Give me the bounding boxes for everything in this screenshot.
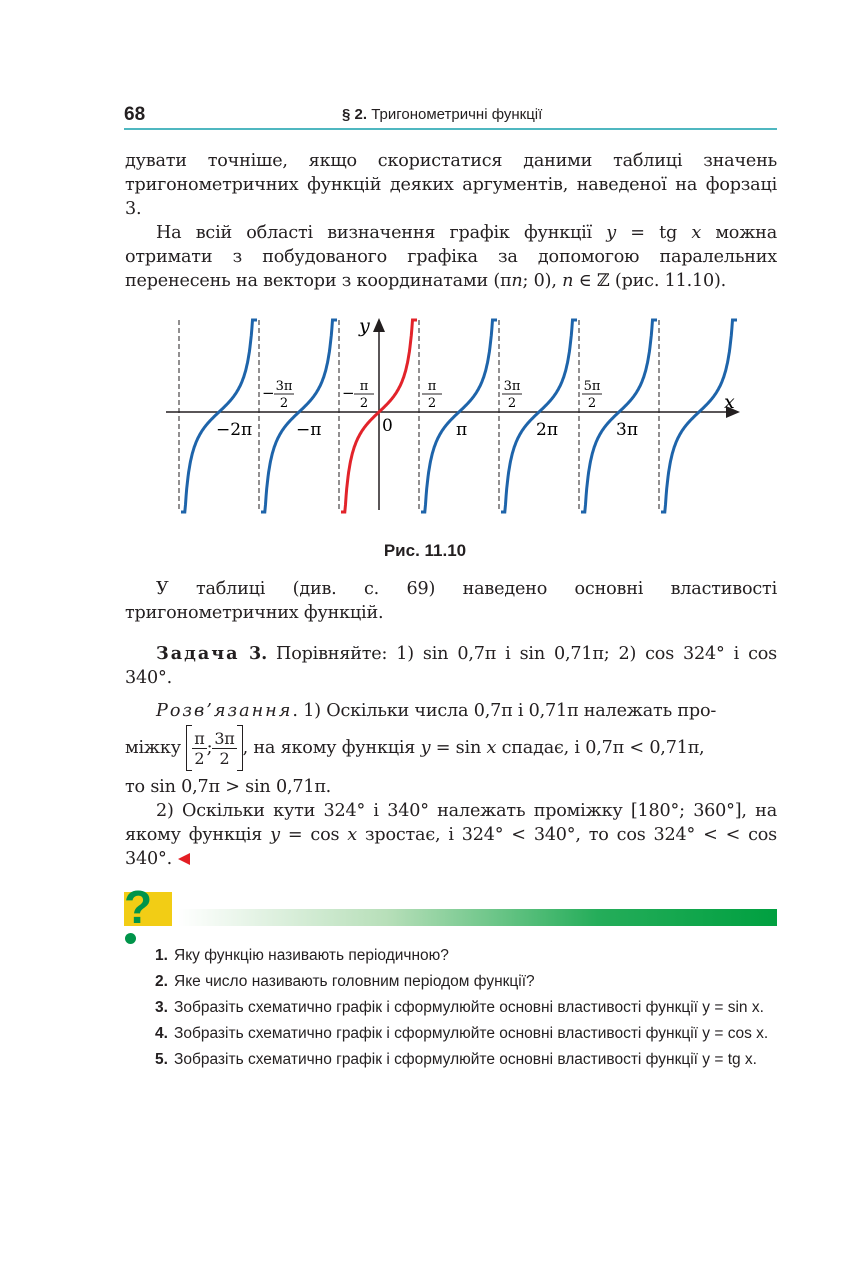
solution-line-2: міжку $\frac{\pi}{2}$ ; $\frac{3\pi}{2}$ , на якому функція y = sin x спадає, і 0,7π < 0,71π, — [125, 724, 777, 772]
origin-label: 0 — [382, 416, 393, 436]
tangent-branch — [261, 320, 337, 512]
asymptote-label — [422, 379, 442, 411]
y-axis-arrow — [373, 318, 385, 332]
tangent-branch — [421, 320, 497, 512]
svg-text:3π: 3π — [503, 379, 521, 394]
asymptote-label — [582, 379, 602, 411]
svg-text:−: − — [262, 384, 275, 402]
paragraph-3: У таблиці (див. с. 69) наведено основні властивості тригонометричних функцій. — [125, 579, 777, 623]
question-text: Зобразіть схематично графік і сформулюйте основні властивості функції y = tg x. — [174, 1051, 757, 1068]
tangent-branch — [661, 320, 737, 512]
question-number: 3. — [155, 999, 168, 1016]
question-number: 5. — [155, 1051, 168, 1068]
svg-text:π: π — [359, 379, 369, 394]
x-axis-label: x — [724, 391, 735, 413]
svg-text:2: 2 — [507, 396, 517, 411]
solution-part-2: 2) Оскільки кути 324° і 340° належать проміжку [180°; 360°], на якому функція y = cos x зростає, і 324° < 340°, то cos 324° < < cos 340°. — [125, 801, 777, 869]
fraction-pi-over-2: $\frac{\pi}{2}$ — [194, 728, 205, 768]
svg-text:2: 2 — [359, 396, 369, 411]
solution-label: Розв’язання — [156, 701, 293, 721]
y-axis-label: y — [359, 315, 370, 337]
question-number: 1. — [155, 947, 168, 964]
paragraph-1: дувати точніше, якщо скористатися даними таблиці значень тригонометричних функцій деяких аргументів, наведеної на форзаці 3. — [125, 151, 777, 219]
task-3: Задача 3. Порівняйте: 1) sin 0,7π і sin 0,71π; 2) cos 324° і cos 340°. — [125, 643, 777, 688]
tick-label: 3π — [616, 420, 638, 440]
svg-text:3π: 3π — [275, 379, 293, 394]
tick-label: π — [456, 420, 468, 440]
question-mark-dot-icon — [125, 933, 136, 944]
asymptote-label — [342, 379, 374, 411]
tangent-branch — [501, 320, 577, 512]
question-item — [155, 944, 777, 968]
tangent-branch — [181, 320, 257, 512]
tangent-branches — [181, 320, 737, 512]
running-title — [342, 106, 542, 123]
solution-line-1: Розв’язання. 1) Оскільки числа 0,7π і 0,71π належать про- — [156, 701, 717, 721]
tick-label: −π — [296, 420, 322, 440]
page-header — [124, 100, 777, 130]
tangent-graph-figure — [160, 314, 750, 524]
section-label: § 2. — [342, 106, 368, 123]
fraction-3pi-over-2: $\frac{3\pi}{2}$ — [214, 728, 235, 768]
question-item — [155, 1022, 777, 1046]
question-item — [155, 970, 777, 994]
svg-text:5π: 5π — [583, 379, 601, 394]
tangent-branch — [581, 320, 657, 512]
question-mark-icon: ? — [124, 881, 153, 933]
question-text: Зобразіть схематично графік і сформулюйте основні властивості функції y = cos x. — [174, 1025, 769, 1042]
question-number: 4. — [155, 1025, 168, 1042]
svg-text:2: 2 — [279, 396, 289, 411]
tick-label: 2π — [536, 420, 558, 440]
question-item — [155, 996, 777, 1020]
question-text: Зобразіть схематично графік і сформулюйте основні властивості функції y = sin x. — [174, 999, 764, 1016]
tick-label: −2π — [216, 420, 253, 440]
asymptote-label — [502, 379, 522, 411]
solution-line-3: то sin 0,7π > sin 0,71π. — [125, 777, 332, 797]
svg-text:2: 2 — [427, 396, 437, 411]
svg-text:−: − — [342, 384, 355, 402]
figure-caption: Рис. 11.10 — [383, 541, 467, 560]
questions-header-bar — [178, 909, 777, 926]
asymptote-label — [262, 379, 294, 411]
task-label: Задача — [156, 643, 240, 664]
svg-text:2: 2 — [587, 396, 597, 411]
question-number: 2. — [155, 973, 168, 990]
svg-text:π: π — [427, 379, 437, 394]
section-title: Тригонометричні функції — [371, 106, 543, 123]
question-item — [155, 1048, 777, 1072]
question-text: Яку функцію називають періодичною? — [174, 947, 449, 964]
end-of-solution-triangle-icon — [178, 853, 190, 865]
control-questions-list — [155, 944, 777, 1074]
question-text: Яке число називають головним періодом функції? — [174, 973, 535, 990]
page-number: 68 — [124, 104, 146, 125]
paragraph-2: На всій області визначення графік функції y = tg x можна отримати з побудованого графіка за допомогою паралельних перенесень на вектори з координатами (πn; 0), n ∈ ℤ (рис. 11.10). — [125, 223, 777, 291]
